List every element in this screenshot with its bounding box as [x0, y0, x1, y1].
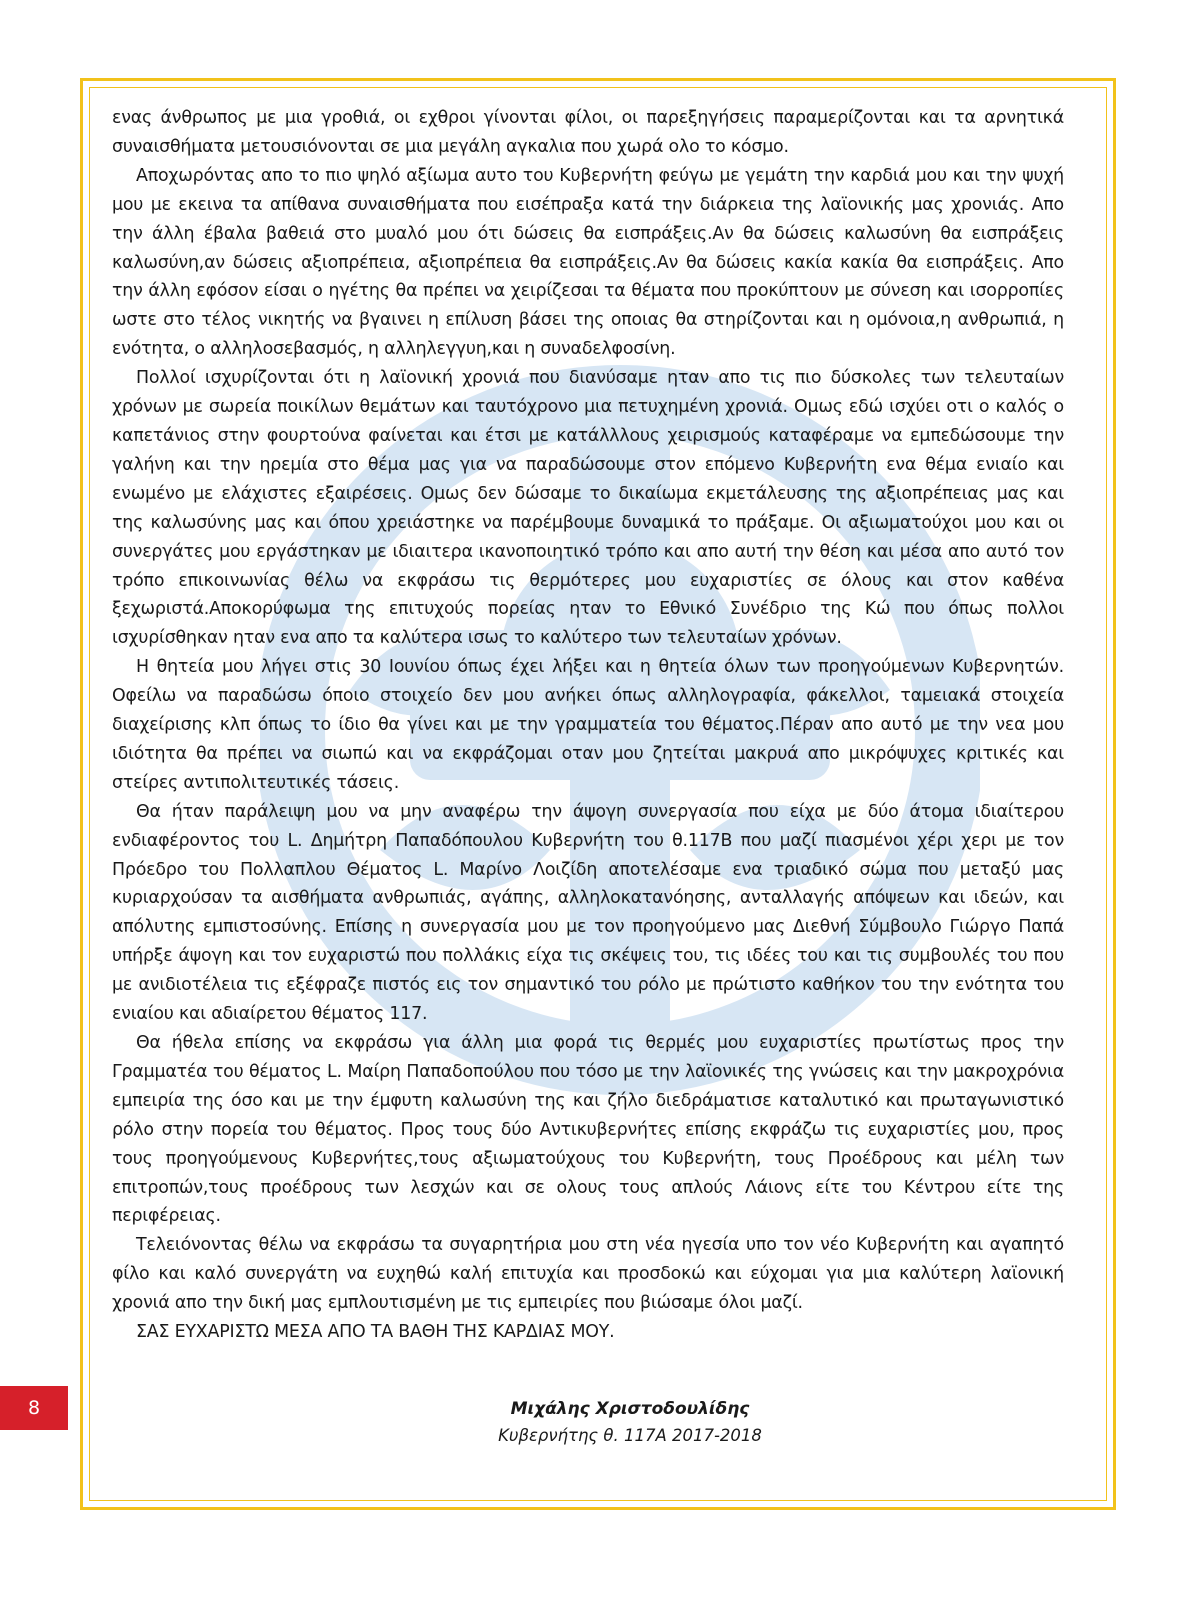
paragraph: ΣΑΣ ΕΥΧΑΡΙΣΤΩ ΜΕΣΑ ΑΠΟ ΤΑ ΒΑΘΗ ΤΗΣ ΚΑΡΔΙΑΣ ΜΟΥ.: [136, 1322, 615, 1343]
author-title: Κυβερνήτης θ. 117Α 2017-2018: [498, 1426, 762, 1445]
paragraph: Θα ήθελα επίσης να εκφράσω για άλλη μια φορά τις θερμές μου ευχαριστίες πρωτίστως προς την Γραμματέα του θέματος L. Μαίρη Παπαδοπούλου που τόσο με την λαϊονικές της γνώσεις και την μακροχρόνια εμπειρία της όσο και με την έμφυτη καλωσύνη της και ζήλο διεδράματισε καταλυτικό και πρωταγωνιστικό ρόλο στην πορεία του θέματος. Προς τους δύο Αντικυβερνήτες επίσης εκφράζω τις ευχαριστίες μου, προς τους προηγούμενους Κυβερνήτες,τους αξιωματούχους του Κυβερνήτη, τους Προέδρους και μέλη των επιτροπών,τους προέδρους των λεσχών και σε ολους τους απλούς Λάιονς είτε του Κέντρου είτε της περιφέρειας.: [112, 1033, 1064, 1227]
paragraph: Αποχωρόντας απο το πιο ψηλό αξίωμα αυτο του Κυβερνήτη φεύγω με γεμάτη την καρδιά μου και την ψυχή μου με εκεινα τα απίθανα συναισθήματα που εισέπραξα κατά την διάρκεια της λαϊονικής μας χρονιάς. Απο την άλλη έβαλα βαθειά στο μυαλό μου ότι δώσεις θα εισπράξεις.Αν θα δώσεις καλωσύνη θα εισπράξεις καλωσύνη,αν δώσεις αξιοπρέπεια, αξιοπρέπεια θα εισπράξεις.Αν θα δώσεις κακία κακία θα εισπράξεις. Απο την άλλη εφόσον είσαι ο ηγέτης θα πρέπει να χειρίζεσαι τα θέματα που προκύπτουν με σύνεση και ισορροπίες ωστε στο τέλος νικητής να βγαινει η επίλυση βάσει της οποιας θα στηρίζονται και η ομόνοια,η ανθρωπιά, η ενότητα, ο αλληλοσεβασμός, η αλληλεγγυη,και η συναδελφοσίνη.: [112, 165, 1064, 360]
paragraph: ενας άνθρωπος με μια γροθιά, οι εχθροι γίνονται φίλοι, οι παρεξηγήσεις παραμερίζονται και τα αρνητικά συναισθήματα μετουσιόνονται σε μια μεγάλη αγκαλια που χωρά ολο το κόσμο.: [112, 108, 1064, 157]
page-number-tab: [0, 1386, 68, 1430]
paragraph: Πολλοί ισχυρίζονται ότι η λαϊονική χρονιά που διανύσαμε ηταν απο τις πιο δύσκολες των τελευταίων χρόνων με σωρεία ποικίλων θεμάτων και ταυτόχρονο μια πετυχημένη χρονιά. Ομως εδώ ισχύει οτι ο καλός ο καπετάνιος στην φουρτούνα φαίνεται και έτσι με κατάλλλους χειρισμούς καταφέραμε να εμπεδώσουμε την γαλήνη και την ηρεμία στο θέμα μας για να παραδώσουμε στον επόμενο Κυβερνήτη ενα θέμα ενιαίο και ενωμένο με ελάχιστες εξαιρέσεις. Ομως δεν δώσαμε το δικαίωμα εκμετάλευσης της αξιοπρέπειας μας και της καλωσύνης μας και όπου χρειάστηκε να παρέμβουμε δυναμικά το πράξαμε. Οι αξιωματούχοι μου και οι συνεργάτες μου εργάστηκαν με ιδιαιτερα ικανοποιητικό τρόπο και απο αυτή την θέση και μέσα απο αυτό τον τρόπο επικοινωνίας θέλω να εκφράσω τις θερμότερες μου ευχαριστίες σε όλους και στον καθένα ξεχωριστά.Αποκορύφωμα της επιτυχούς πορείας ηταν το Εθνικό Συνέδριο της Κώ που όπως πολλοι ισχυρίσθηκαν ηταν ενα απο τα καλύτερα ισως το καλύτερο των τελευταίων χρόνων.: [112, 368, 1064, 649]
page-number: 8: [27, 1397, 41, 1419]
paragraph: Τελειόνοντας θέλω να εκφράσω τα συγαρητήρια μου στη νέα ηγεσία υπο τον νέο Κυβερνήτη και αγαπητό φίλο και καλό συνεργάτη να ευχηθώ καλή επιτυχία και προσδοκώ και εύχομαι για μια καλύτερη λαϊονική χρονιά απο την δική μας εμπλουτισμένη με τις εμπειρίες που βιώσαμε όλοι μαζί.: [112, 1235, 1064, 1314]
paragraph: Θα ήταν παράλειψη μου να μην αναφέρω την άψογη συνεργασία που είχα με δύο άτομα ιδιαίτερου ενδιαφέροντος του L. Δημήτρη Παπαδόπουλου Κυβερνήτη του θ.117Β που μαζί πιασμένοι χέρι χερι με τον Πρόεδρο του Πολλαπλου Θέματος L. Μαρίνο Λοιζίδη αποτελέσαμε ενα τριαδικό σώμα που μεταξύ μας κυριαρχούσαν τα αισθήματα ανθρωπιάς, αγάπης, αλληλοκατανόησης, ανταλλαγής απόψεων και ιδεών, και απόλυτης εμπιστοσύνης. Επίσης η συνεργασία μου με τον προηγούμενο μας Διεθνή Σύμβουλο Γιώργο Παπά υπήρξε άψογη και τον ευχαριστώ που πολλάκις είχα τις σκέψεις του, τις ιδέες του και τις συμβουλές του που με ανιδιοτέλεια τις εξέφραζε πιστός εις τον σημαντικό του ρόλο με πρώτιστο καθήκον του την ενότητα του ενιαίου και αδιαίρετου θέματος 117.: [112, 801, 1064, 1025]
article-body: [112, 104, 1064, 1347]
signature-block: [380, 1396, 880, 1450]
paragraph: Η θητεία μου λήγει στις 30 Ιουνίου όπως έχει λήξει και η θητεία όλων των προηγούμενων Κυβερνητών. Οφείλω να παραδώσω όποιο στοιχείο δεν μου ανήκει όπως αλληλογραφία, φάκελλοι, ταμειακά στοιχεία διαχείρισης κλπ όπως το ίδιο θα γίνει και με την γραμματεία του θέματος.Πέραν απο αυτό με την νεα μου ιδιότητα θα πρέπει να σιωπώ και να εκφράζομαι οταν μου ζητείται μακρυά απο μικρόψυχες κριτικές και στείρες αντιπολιτευτικές τάσεις.: [112, 657, 1064, 793]
author-name: Μιχάλης Χριστοδουλίδης: [510, 1399, 750, 1419]
